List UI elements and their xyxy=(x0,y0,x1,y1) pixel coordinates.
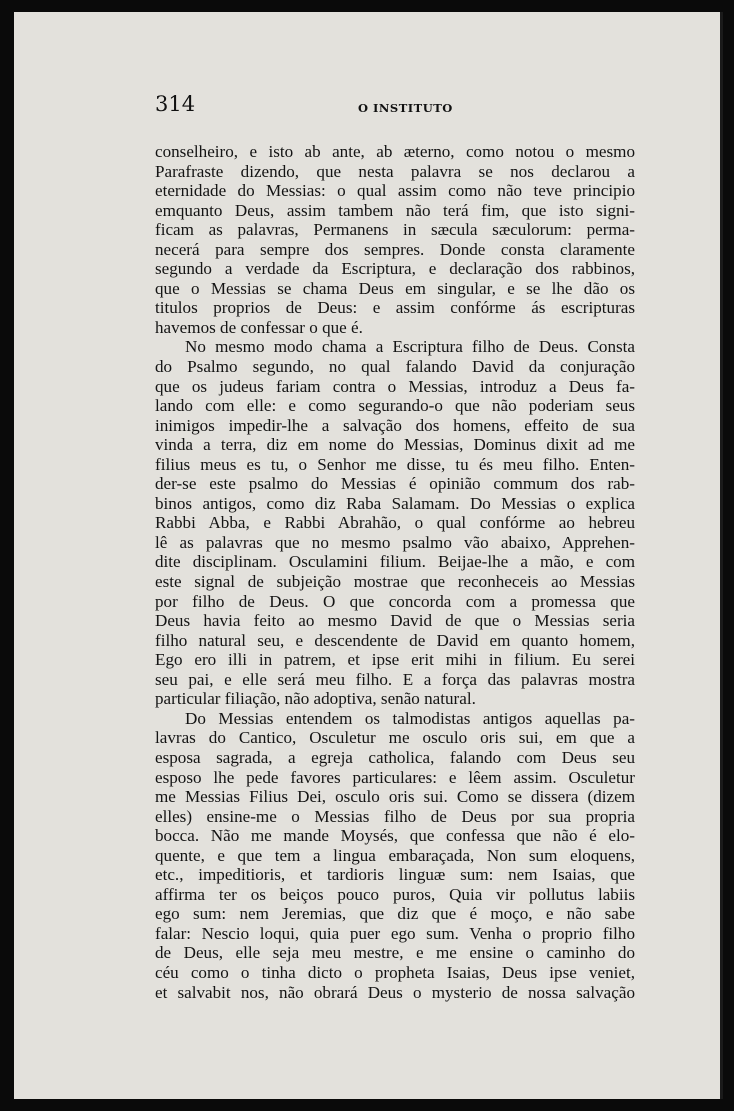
text-line: etc., impeditioris, et tardioris linguæ sum: nem Isaias, que xyxy=(155,865,635,885)
text-line: necerá para sempre dos sempres. Donde consta claramente xyxy=(155,239,635,259)
page-number: 314 xyxy=(155,92,196,116)
text-line: affirma ter os beiços pouco puros, Quia vir pollutus labiis xyxy=(155,884,635,904)
text-line: céu como o tinha dicto o propheta Isaias, Deus ipse veniet, xyxy=(155,962,635,982)
text-line: No mesmo modo chama a Escriptura filho de Deus. Consta xyxy=(185,337,635,357)
text-line: quente, e que tem a lingua embaraçada, Non sum eloquens, xyxy=(155,845,635,865)
text-line: lê as palavras que no mesmo psalmo vão abaixo, Apprehen- xyxy=(155,532,635,552)
text-line: binos antigos, como diz Raba Salamam. Do Messias o explica xyxy=(155,493,635,513)
text-line: elles) ensine-me o Messias filho de Deus por sua propria xyxy=(155,806,635,826)
text-line: ficam as palavras, Permanens in sæcula sæculorum: perma- xyxy=(155,220,635,240)
page-header xyxy=(155,92,635,122)
body-text xyxy=(155,142,635,1002)
text-line: Parafraste dizendo, que nesta palavra se nos declarou a xyxy=(155,161,635,181)
text-line: do Psalmo segundo, no qual falando David da conjuração xyxy=(155,357,635,377)
text-line: esposo lhe pede favores particulares: e lêem assim. Osculetur xyxy=(155,767,635,787)
text-line: havemos de confessar o que é. xyxy=(155,317,363,337)
text-line: por filho de Deus. O que concorda com a promessa que xyxy=(155,591,635,611)
text-line: et salvabit nos, não obrará Deus o mysterio de nossa salvação xyxy=(155,982,635,1002)
text-line: der-se este psalmo do Messias é opinião commum dos rab- xyxy=(155,474,635,494)
running-title: O INSTITUTO xyxy=(358,101,453,115)
text-line: eternidade do Messias: o qual assim como não teve principio xyxy=(155,181,635,201)
text-line: segundo a verdade da Escriptura, e declaração dos rabbinos, xyxy=(155,259,635,279)
text-line: Rabbi Abba, e Rabbi Abrahão, o qual confórme ao hebreu xyxy=(155,513,635,533)
text-line: bocca. Não me mande Moysés, que confessa que não é elo- xyxy=(155,826,635,846)
text-line: falar: Nescio loqui, quia puer ego sum. Venha o proprio filho xyxy=(155,923,635,943)
text-line: esposa sagrada, a egreja catholica, falando com Deus seu xyxy=(155,747,635,767)
text-line: dite disciplinam. Osculamini filium. Beijae-lhe a mão, e com xyxy=(155,552,635,572)
text-line: lavras do Cantico, Osculetur me osculo oris sui, em que a xyxy=(155,728,635,748)
text-line: titulos proprios de Deus: e assim confórme ás escripturas xyxy=(155,298,635,318)
text-line: filius meus es tu, o Senhor me disse, tu és meu filho. Enten- xyxy=(155,454,635,474)
text-line: Do Messias entendem os talmodistas antigos aquellas pa- xyxy=(185,708,635,728)
text-line: conselheiro, e isto ab ante, ab æterno, como notou o mesmo xyxy=(155,142,635,161)
text-line: inimigos impedir-lhe a salvação dos homens, effeito de sua xyxy=(155,415,635,435)
book-page xyxy=(14,12,723,1099)
text-line: Deus havia feito ao mesmo David de que o Messias seria xyxy=(155,611,635,631)
text-line: lando com elle: e como segurando-o que não poderiam seus xyxy=(155,396,635,416)
text-line: vinda a terra, diz em nome do Messias, Dominus dixit ad me xyxy=(155,435,635,455)
text-line: me Messias Filius Dei, osculo oris sui. Como se dissera (dizem xyxy=(155,787,635,807)
text-line: emquanto Deus, assim tambem não terá fim, que isto signi- xyxy=(155,200,635,220)
text-line: de Deus, elle seja meu mestre, e me ensine o caminho do xyxy=(155,943,635,963)
text-line: Ego ero illi in patrem, et ipse erit mihi in filium. Eu serei xyxy=(155,650,635,670)
text-line: ego sum: nem Jeremias, que diz que é moço, e não sabe xyxy=(155,904,635,924)
text-line: filho natural seu, e descendente de David em quanto homem, xyxy=(155,630,635,650)
text-line: este signal de subjeição mostrae que reconheceis ao Messias xyxy=(155,572,635,592)
text-line: que o Messias se chama Deus em singular, e se lhe dão os xyxy=(155,278,635,298)
text-line: particular filiação, não adoptiva, senão natural. xyxy=(155,689,476,709)
text-line: seu pai, e elle será meu filho. E a força das palavras mostra xyxy=(155,669,635,689)
text-line: que os judeus fariam contra o Messias, introduz a Deus fa- xyxy=(155,376,635,396)
